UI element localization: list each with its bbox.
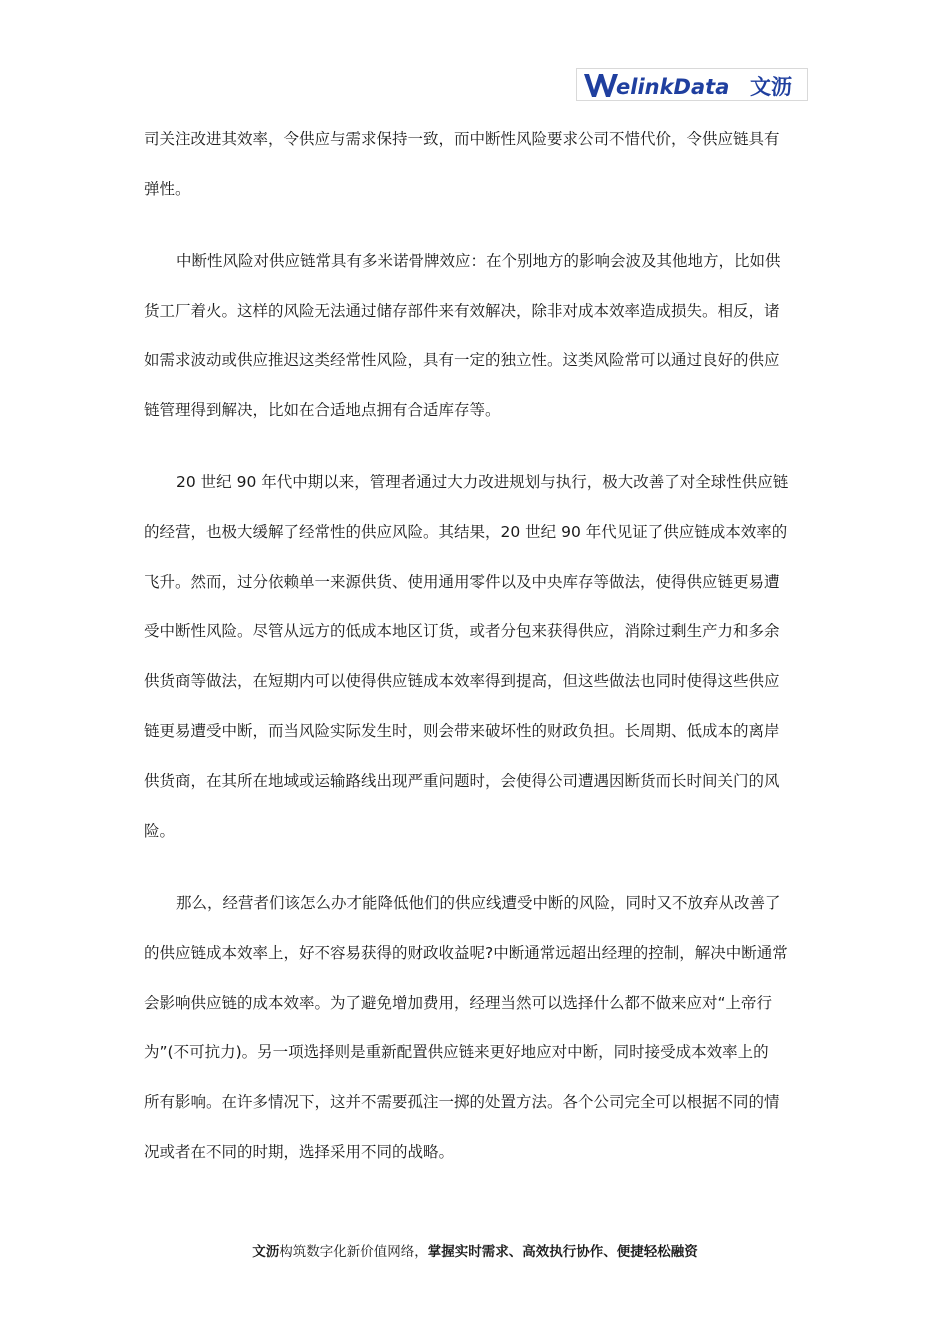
text-line: 中断性风险对供应链常具有多米诺骨牌效应：在个别地方的影响会波及其他地方，比如供 [176, 252, 781, 270]
logo-cjk-text: 文沥 [750, 74, 792, 99]
text-line: 链管理得到解决，比如在合适地点拥有合适库存等。 [144, 401, 501, 419]
text-line: 供货商，在其所在地域或运输路线出现严重问题时，会使得公司遭遇因断货而长时间关门的风 [144, 772, 780, 790]
text-line: 货工厂着火。这样的风险无法通过储存部件来有效解决，除非对成本效率造成损失。相反，诸 [144, 302, 780, 320]
text-line: 链更易遭受中断，而当风险实际发生时，则会带来破坏性的财政负担。长周期、低成本的离岸 [144, 722, 780, 740]
logo-latin-text: elinkData [616, 74, 730, 99]
text-line: 受中断性风险。尽管从远方的低成本地区订货，或者分包来获得供应，消除过剩生产力和多余 [144, 622, 780, 640]
text-line: 的经营，也极大缓解了经常性的供应风险。其结果，20 世纪 90 年代见证了供应链成本效率的 [144, 523, 788, 541]
footer-tagline: 构筑数字化新价值网络， [279, 1244, 428, 1260]
text-line: 弹性。 [144, 180, 191, 198]
footer-brand: 文沥 [252, 1244, 280, 1260]
text-line: 会影响供应链的成本效率。为了避免增加费用，经理当然可以选择什么都不做来应对“上帝行 [144, 994, 773, 1012]
text-line: 险。 [144, 822, 176, 840]
text-line: 20 世纪 90 年代中期以来，管理者通过大力改进规划与执行，极大改善了对全球性供应链 [176, 473, 789, 491]
footer-highlight: 掌握实时需求、高效执行协作、便捷轻松融资 [427, 1244, 698, 1260]
text-line: 供货商等做法，在短期内可以使得供应链成本效率得到提高，但这些做法也同时使得这些供应 [144, 672, 780, 690]
text-line: 况或者在不同的时期，选择采用不同的战略。 [144, 1143, 455, 1161]
text-line: 为”(不可抗力)。另一项选择则是重新配置供应链来更好地应对中断，同时接受成本效率上的 [144, 1043, 769, 1061]
company-logo [576, 68, 808, 101]
text-line: 司关注改进其效率，令供应与需求保持一致，而中断性风险要求公司不惜代价，令供应链具有 [144, 130, 780, 148]
footer-slogan [0, 1243, 950, 1261]
welinkdata-logo-icon [578, 70, 806, 100]
text-line: 所有影响。在许多情况下，这并不需要孤注一掷的处置方法。各个公司完全可以根据不同的情 [144, 1093, 780, 1111]
text-line: 那么，经营者们该怎么办才能降低他们的供应线遭受中断的风险，同时又不放弃从改善了 [176, 894, 781, 912]
text-line: 飞升。然而，过分依赖单一来源供货、使用通用零件以及中央库存等做法，使得供应链更易遭 [144, 573, 780, 591]
text-line: 的供应链成本效率上，好不容易获得的财政收益呢?中断通常远超出经理的控制，解决中断通常 [144, 944, 788, 962]
text-line: 如需求波动或供应推迟这类经常性风险，具有一定的独立性。这类风险常可以通过良好的供应 [144, 351, 780, 369]
